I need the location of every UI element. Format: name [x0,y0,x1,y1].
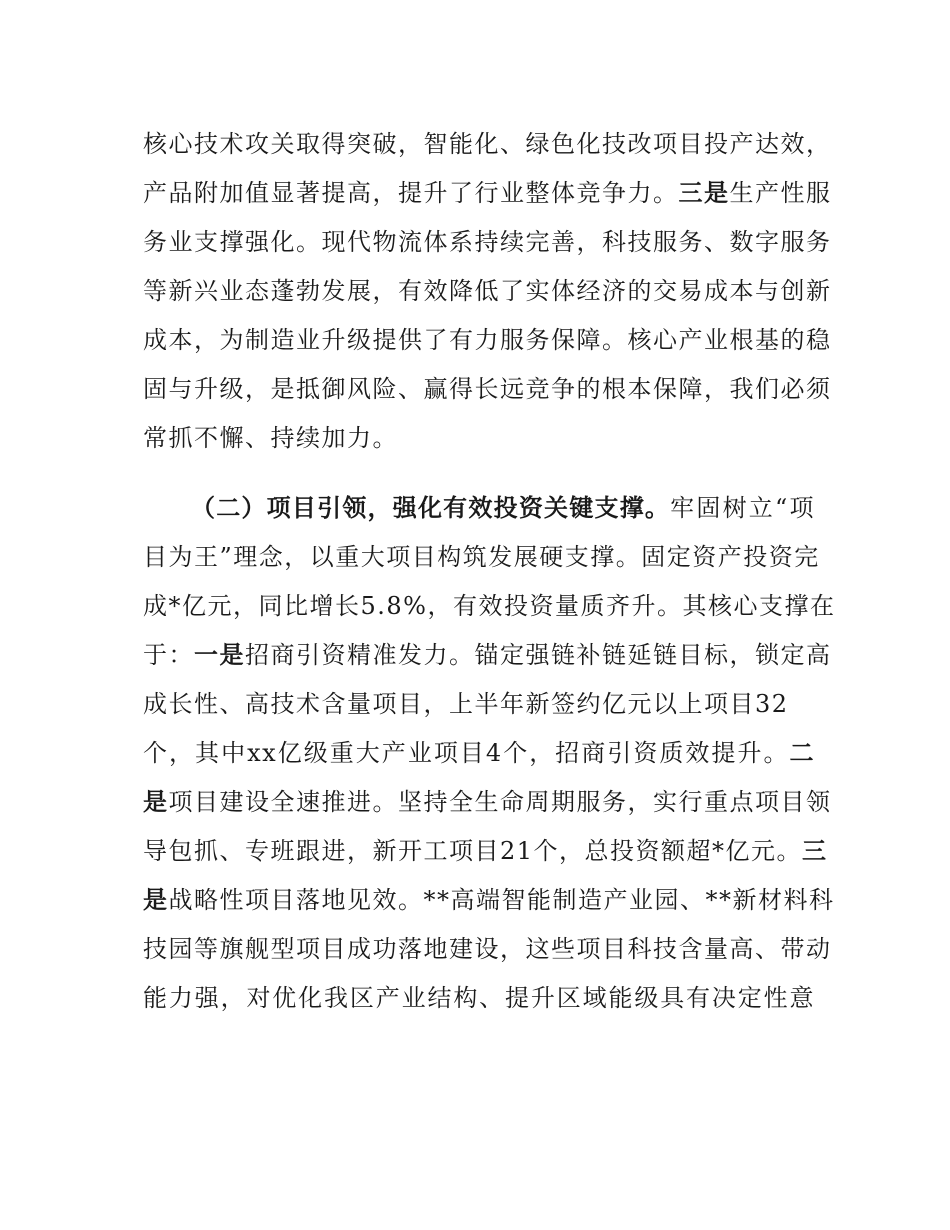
paragraph-2-line-6 [143,737,815,769]
paragraph-2-line-1 [191,492,815,524]
paragraph-1-line-4: 等新兴业态蓬勃发展，有效降低了实体经济的交易成本与创新 [143,277,832,305]
section-heading: （二）项目引领，强化有效投资关键支撑。 [191,494,671,522]
emphasis-three-start: 三 [802,836,828,865]
text-span: 招商引资精准发力。锚定强链补链延链目标，锁定高 [245,641,832,669]
paragraph-2-line-8 [143,835,828,867]
paragraph-2-line-5: 成长性、高技术含量项目，上半年新签约亿元以上项目32 [143,690,789,718]
text-span: 个，其中xx亿级重大产业项目4个，招商引资质效提升。 [143,739,790,767]
paragraph-2-line-3: 成*亿元，同比增长5.8%，有效投资量质齐升。其核心支撑在 [143,592,836,620]
paragraph-1-line-5: 成本，为制造业升级提供了有力服务保障。核心产业根基的稳 [143,326,832,354]
text-span: 导包抓、专班跟进，新开工项目21个，总投资额超*亿元。 [143,837,803,865]
emphasis-two-end: 是 [143,787,169,816]
paragraph-2-line-11: 能力强，对优化我区产业结构、提升区域能级具有决定性意 [143,984,815,1012]
text-span: 牢固树立“项 [670,494,815,522]
paragraph-2-line-4 [143,639,832,671]
paragraph-2-line-9 [143,884,835,916]
text-span: 产品附加值显著提高，提升了行业整体竞争力。 [143,179,679,207]
paragraph-2-line-10: 技园等旗舰型项目成功落地建设，这些项目科技含量高、带动 [143,935,832,963]
emphasis-three: 三是 [678,178,730,207]
paragraph-1-line-3: 务业支撑强化。现代物流体系持续完善，科技服务、数字服务 [143,228,832,256]
paragraph-1-line-7: 常抓不懈、持续加力。 [143,424,398,452]
text-span: 生产性服 [729,179,832,207]
text-span: 项目建设全速推进。坚持全生命周期服务，实行重点项目领 [168,788,832,816]
paragraph-2-line-2: 目为王”理念，以重大项目构筑发展硬支撑。固定资产投资完 [143,543,820,571]
paragraph-1-line-1: 核心技术攻关取得突破，智能化、绿色化技改项目投产达效， [143,130,832,158]
paragraph-1-line-2 [143,177,832,209]
emphasis-two-start: 二 [789,738,815,767]
paragraph-1-line-6: 固与升级，是抵御风险、赢得长远竞争的根本保障，我们必须 [143,375,832,403]
text-span: 于： [143,641,194,669]
paragraph-2-line-7 [143,786,832,818]
text-span: 战略性项目落地见效。**高端智能制造产业园、**新材料科 [168,886,835,914]
emphasis-three-end: 是 [143,885,169,914]
emphasis-one: 一是 [194,640,245,669]
